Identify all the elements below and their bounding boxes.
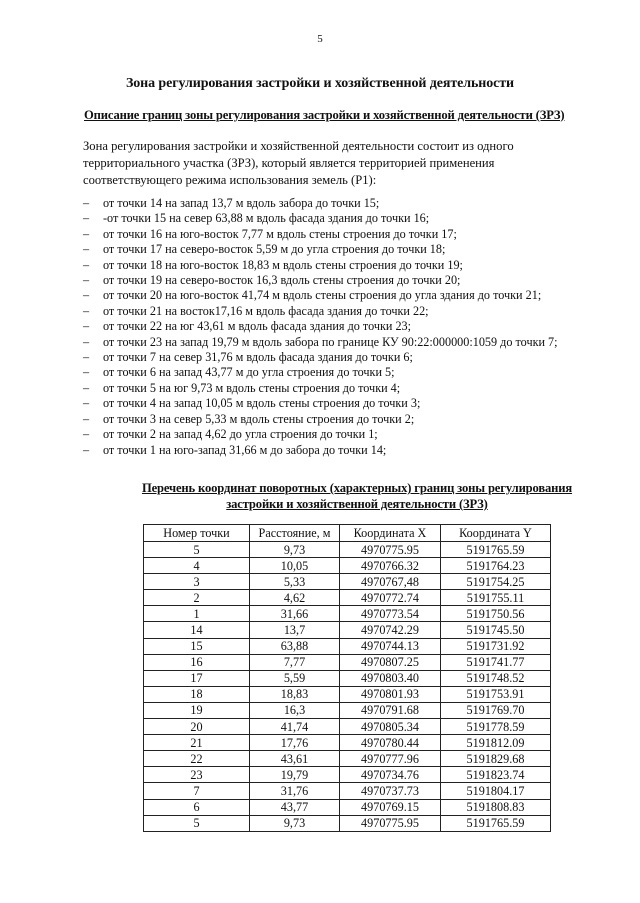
list-marker: – bbox=[83, 411, 90, 426]
table-heading-line: застройки и хозяйственной деятельности (ЗРЗ) bbox=[226, 497, 488, 511]
intro-paragraph bbox=[83, 138, 553, 189]
list-marker: – bbox=[83, 442, 90, 457]
list-item-text: от точки 4 на запад 10,05 м вдоль стены строения до точки 3; bbox=[103, 396, 421, 411]
table-row bbox=[144, 590, 551, 606]
cell-coordinate-y: 5191769.70 bbox=[441, 702, 551, 718]
list-item-text: от точки 23 на запад 19,79 м вдоль забора по границе КУ 90:22:000000:1059 до точки 7; bbox=[103, 334, 558, 349]
cell-coordinate-y: 5191753.91 bbox=[441, 686, 551, 702]
table-row bbox=[144, 686, 551, 702]
table-row bbox=[144, 783, 551, 799]
cell-coordinate-x: 4970772.74 bbox=[340, 590, 441, 606]
cell-distance: 9,73 bbox=[250, 815, 340, 831]
cell-coordinate-y: 5191829.68 bbox=[441, 751, 551, 767]
cell-coordinate-x: 4970803.40 bbox=[340, 670, 441, 686]
cell-coordinate-y: 5191812.09 bbox=[441, 735, 551, 751]
page-number: 5 bbox=[317, 33, 323, 45]
boundary-description-list bbox=[83, 196, 613, 458]
list-item-text: от точки 1 на юго-запад 31,66 м до забора до точки 14; bbox=[103, 442, 387, 457]
cell-coordinate-y: 5191741.77 bbox=[441, 654, 551, 670]
cell-distance: 43,61 bbox=[250, 751, 340, 767]
list-item-text: от точки 18 на юго-восток 18,83 м вдоль стены строения до точки 19; bbox=[103, 257, 463, 272]
cell-coordinate-x: 4970766.32 bbox=[340, 558, 441, 574]
list-item-text: от точки 20 на юго-восток 41,74 м вдоль стены строения до угла здания до точки 21; bbox=[103, 288, 542, 303]
cell-coordinate-y: 5191748.52 bbox=[441, 670, 551, 686]
cell-point-number: 5 bbox=[144, 815, 250, 831]
column-header-point-number: Номер точки bbox=[144, 525, 250, 542]
cell-point-number: 7 bbox=[144, 783, 250, 799]
list-item-text: от точки 6 на запад 43,77 м до угла строения до точки 5; bbox=[103, 365, 395, 380]
list-item bbox=[83, 227, 613, 242]
cell-distance: 41,74 bbox=[250, 719, 340, 735]
table-row bbox=[144, 606, 551, 622]
cell-coordinate-x: 4970807.25 bbox=[340, 654, 441, 670]
list-item-text: от точки 21 на восток17,16 м вдоль фасада здания до точки 22; bbox=[103, 303, 429, 318]
list-item-text: от точки 7 на север 31,76 м вдоль фасада здания до точки 6; bbox=[103, 350, 413, 365]
cell-distance: 43,77 bbox=[250, 799, 340, 815]
list-item-text: от точки 5 на юг 9,73 м вдоль стены строения до точки 4; bbox=[103, 380, 401, 395]
cell-point-number: 23 bbox=[144, 767, 250, 783]
cell-distance: 4,62 bbox=[250, 590, 340, 606]
list-item bbox=[83, 319, 613, 334]
cell-coordinate-x: 4970777.96 bbox=[340, 751, 441, 767]
list-marker: – bbox=[83, 226, 90, 241]
list-item bbox=[83, 258, 613, 273]
table-row bbox=[144, 622, 551, 638]
intro-line: Зона регулирования застройки и хозяйственной деятельности состоит из одного bbox=[83, 139, 514, 153]
cell-point-number: 16 bbox=[144, 654, 250, 670]
cell-point-number: 3 bbox=[144, 574, 250, 590]
page-title: Зона регулирования застройки и хозяйственной деятельности bbox=[125, 76, 515, 91]
cell-point-number: 19 bbox=[144, 702, 250, 718]
cell-coordinate-y: 5191750.56 bbox=[441, 606, 551, 622]
cell-distance: 5,33 bbox=[250, 574, 340, 590]
list-item-text: от точки 17 на северо-восток 5,59 м до угла строения до точки 18; bbox=[103, 242, 446, 257]
list-marker: – bbox=[83, 380, 90, 395]
intro-line: территориального участка (ЗРЗ), который является территорией применения bbox=[83, 156, 495, 170]
table-row bbox=[144, 542, 551, 558]
cell-coordinate-x: 4970775.95 bbox=[340, 542, 441, 558]
cell-distance: 31,76 bbox=[250, 783, 340, 799]
list-item bbox=[83, 350, 613, 365]
coordinates-table bbox=[143, 524, 551, 832]
table-row bbox=[144, 702, 551, 718]
column-header-coordinate-x: Координата X bbox=[340, 525, 441, 542]
intro-line: соответствующего режима использования земель (Р1): bbox=[83, 173, 377, 187]
cell-coordinate-x: 4970780.44 bbox=[340, 735, 441, 751]
table-row bbox=[144, 558, 551, 574]
list-marker: – bbox=[83, 350, 90, 365]
list-marker: – bbox=[83, 273, 90, 288]
list-marker: – bbox=[83, 196, 90, 210]
cell-distance: 17,76 bbox=[250, 735, 340, 751]
list-marker: – bbox=[83, 211, 90, 226]
list-item-text: от точки 22 на юг 43,61 м вдоль фасада здания до точки 23; bbox=[103, 319, 412, 334]
cell-coordinate-y: 5191808.83 bbox=[441, 799, 551, 815]
cell-coordinate-y: 5191754.25 bbox=[441, 574, 551, 590]
cell-coordinate-x: 4970767,48 bbox=[340, 574, 441, 590]
cell-distance: 63,88 bbox=[250, 638, 340, 654]
table-row bbox=[144, 719, 551, 735]
list-item-text: от точки 3 на север 5,33 м вдоль стены строения до точки 2; bbox=[103, 411, 415, 426]
cell-point-number: 4 bbox=[144, 558, 250, 574]
cell-coordinate-x: 4970744.13 bbox=[340, 638, 441, 654]
table-heading-line: Перечень координат поворотных (характерных) границ зоны регулирования bbox=[141, 481, 573, 495]
list-item bbox=[83, 381, 613, 396]
table-row bbox=[144, 815, 551, 831]
cell-coordinate-x: 4970775.95 bbox=[340, 815, 441, 831]
list-item bbox=[83, 211, 613, 226]
table-header-row bbox=[144, 525, 551, 542]
cell-point-number: 22 bbox=[144, 751, 250, 767]
cell-coordinate-x: 4970769.15 bbox=[340, 799, 441, 815]
list-marker: – bbox=[83, 319, 90, 334]
cell-coordinate-x: 4970737.73 bbox=[340, 783, 441, 799]
list-marker: – bbox=[83, 257, 90, 272]
cell-distance: 16,3 bbox=[250, 702, 340, 718]
cell-point-number: 14 bbox=[144, 622, 250, 638]
cell-coordinate-x: 4970773.54 bbox=[340, 606, 441, 622]
cell-distance: 7,77 bbox=[250, 654, 340, 670]
section-heading: Описание границ зоны регулирования застройки и хозяйственной деятельности (ЗРЗ) bbox=[84, 108, 565, 122]
cell-coordinate-y: 5191764.23 bbox=[441, 558, 551, 574]
cell-coordinate-y: 5191823.74 bbox=[441, 767, 551, 783]
cell-coordinate-y: 5191765.59 bbox=[441, 815, 551, 831]
cell-point-number: 17 bbox=[144, 670, 250, 686]
cell-distance: 31,66 bbox=[250, 606, 340, 622]
list-item-text: -от точки 15 на север 63,88 м вдоль фасада здания до точки 16; bbox=[103, 211, 430, 226]
cell-coordinate-y: 5191778.59 bbox=[441, 719, 551, 735]
cell-point-number: 5 bbox=[144, 542, 250, 558]
list-item bbox=[83, 273, 613, 288]
list-item bbox=[83, 196, 613, 211]
cell-distance: 13,7 bbox=[250, 622, 340, 638]
cell-coordinate-y: 5191765.59 bbox=[441, 542, 551, 558]
cell-coordinate-x: 4970742.29 bbox=[340, 622, 441, 638]
cell-coordinate-x: 4970734.76 bbox=[340, 767, 441, 783]
cell-coordinate-y: 5191755.11 bbox=[441, 590, 551, 606]
table-heading bbox=[112, 480, 602, 512]
table-row bbox=[144, 574, 551, 590]
cell-coordinate-y: 5191731.92 bbox=[441, 638, 551, 654]
table-row bbox=[144, 751, 551, 767]
cell-coordinate-y: 5191804.17 bbox=[441, 783, 551, 799]
cell-point-number: 2 bbox=[144, 590, 250, 606]
list-item bbox=[83, 304, 613, 319]
list-item bbox=[83, 396, 613, 411]
list-marker: – bbox=[83, 396, 90, 411]
table-row bbox=[144, 799, 551, 815]
table-row bbox=[144, 767, 551, 783]
list-item bbox=[83, 242, 613, 257]
list-item-text: от точки 16 на юго-восток 7,77 м вдоль стены строения до точки 17; bbox=[103, 226, 457, 241]
cell-point-number: 6 bbox=[144, 799, 250, 815]
cell-point-number: 21 bbox=[144, 735, 250, 751]
cell-point-number: 1 bbox=[144, 606, 250, 622]
column-header-coordinate-y: Координата Y bbox=[441, 525, 551, 542]
list-item-text: от точки 14 на запад 13,7 м вдоль забора до точки 15; bbox=[103, 196, 380, 210]
list-item bbox=[83, 288, 613, 303]
list-marker: – bbox=[83, 365, 90, 380]
list-item bbox=[83, 427, 613, 442]
cell-coordinate-y: 5191745.50 bbox=[441, 622, 551, 638]
cell-point-number: 20 bbox=[144, 719, 250, 735]
cell-coordinate-x: 4970791.68 bbox=[340, 702, 441, 718]
list-item bbox=[83, 412, 613, 427]
list-marker: – bbox=[83, 288, 90, 303]
cell-point-number: 18 bbox=[144, 686, 250, 702]
table-row bbox=[144, 638, 551, 654]
list-item bbox=[83, 365, 613, 380]
table-row bbox=[144, 670, 551, 686]
column-header-distance: Расстояние, м bbox=[250, 525, 340, 542]
list-item bbox=[83, 335, 613, 350]
cell-distance: 5,59 bbox=[250, 670, 340, 686]
list-marker: – bbox=[83, 242, 90, 257]
list-marker: – bbox=[83, 427, 90, 442]
cell-coordinate-x: 4970801.93 bbox=[340, 686, 441, 702]
cell-coordinate-x: 4970805.34 bbox=[340, 719, 441, 735]
cell-distance: 10,05 bbox=[250, 558, 340, 574]
table-row bbox=[144, 654, 551, 670]
table-row bbox=[144, 735, 551, 751]
cell-point-number: 15 bbox=[144, 638, 250, 654]
cell-distance: 19,79 bbox=[250, 767, 340, 783]
list-marker: – bbox=[83, 334, 90, 349]
cell-distance: 9,73 bbox=[250, 542, 340, 558]
list-item bbox=[83, 443, 613, 458]
list-item-text: от точки 2 на запад 4,62 до угла строения до точки 1; bbox=[103, 427, 378, 442]
list-item-text: от точки 19 на северо-восток 16,3 вдоль стены строения до точки 20; bbox=[103, 273, 461, 288]
cell-distance: 18,83 bbox=[250, 686, 340, 702]
list-marker: – bbox=[83, 303, 90, 318]
